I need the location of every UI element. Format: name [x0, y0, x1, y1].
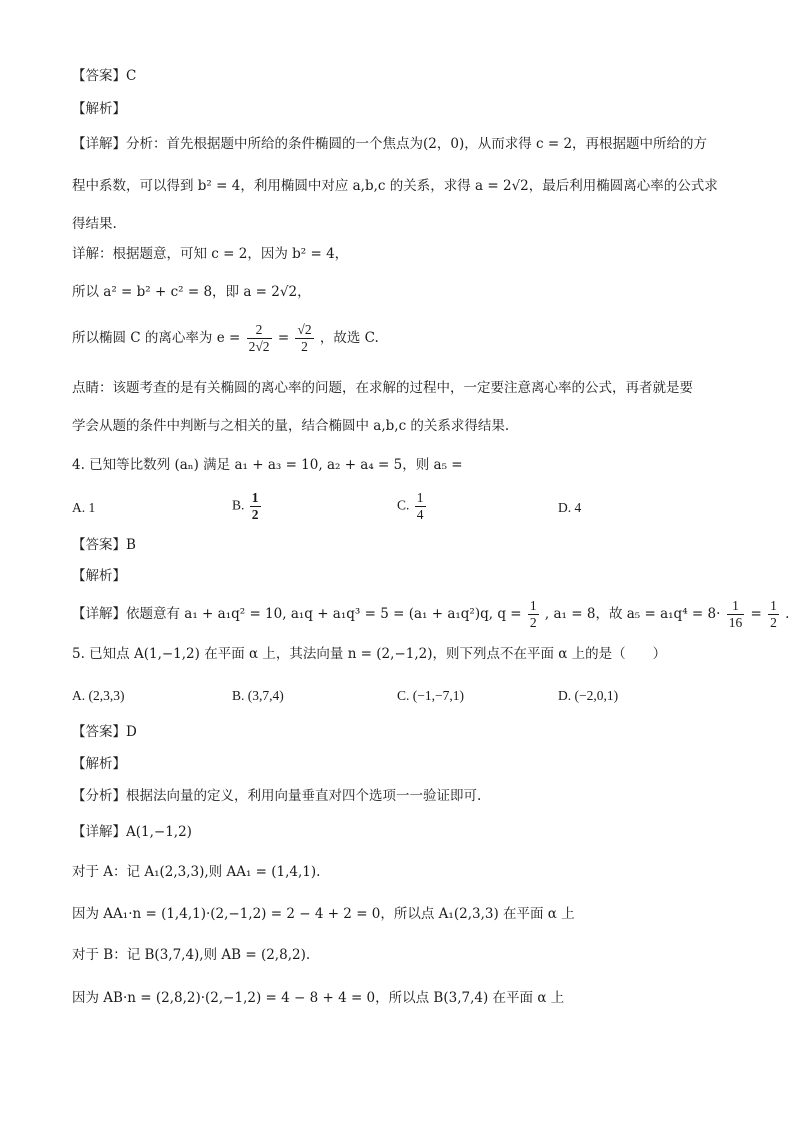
q5-analysis-line: 【分析】根据法向量的定义，利用向量垂直对四个选项一一验证即可.	[72, 788, 482, 804]
fraction-numerator: 1	[770, 598, 777, 613]
equals-sign: =	[277, 330, 290, 346]
q5-option-a: A. (2,3,3)	[72, 688, 125, 703]
choose-c-text: ，故选 C.	[319, 330, 379, 346]
fraction-2-over-2root2	[247, 322, 272, 355]
fraction-numerator: √2	[297, 322, 312, 337]
question-5-stem: 5. 已知点 A(1,−1,2) 在平面 α 上，其法向量 n = (2,−1,2)，则下列点不在平面 α 上的是（ ）	[72, 646, 667, 662]
q4-option-b-label: B.	[232, 497, 245, 513]
q4-detail-text-1: 【详解】依题意有 a₁ + a₁q² = 10, a₁q + a₁q³ = 5 = (a₁ + a₁q²)q, q =	[72, 606, 522, 622]
q4-detail-line	[72, 598, 789, 631]
fraction-denominator: 4	[416, 507, 424, 522]
fraction-denominator: 2	[529, 615, 537, 630]
q4-option-c-label: C.	[397, 497, 410, 513]
q5-detail-line-4: 对于 B：记 B(3,7,4),则 AB = (2,8,2).	[72, 947, 311, 963]
fraction-denominator: 2	[251, 507, 259, 522]
q5-option-c: C. (−1,−7,1)	[397, 688, 464, 703]
fraction-numerator: 1	[416, 490, 424, 505]
equals-sign: =	[750, 606, 762, 622]
fraction-denominator: 2	[301, 339, 308, 354]
analysis-heading-5: 【解析】	[72, 756, 126, 772]
fraction-1-over-16	[727, 598, 745, 631]
period: .	[785, 606, 790, 622]
fraction-root2-over-2	[295, 322, 313, 355]
q5-detail-line-1: 【详解】A(1,−1,2)	[72, 824, 192, 840]
q5-detail-line-3: 因为 AA₁·n = (1,4,1)·(2,−1,2) = 2 − 4 + 2 = 0，所以点 A₁(2,3,3) 在平面 α 上	[72, 906, 575, 922]
fraction-1-over-2-result	[768, 598, 779, 631]
q5-option-b: B. (3,7,4)	[232, 688, 284, 703]
q4-option-c	[397, 490, 428, 523]
q4-option-a: A. 1	[72, 500, 96, 515]
q5-detail-line-5: 因为 AB·n = (2,8,2)·(2,−1,2) = 4 − 8 + 4 = 0，所以点 B(3,7,4) 在平面 α 上	[72, 990, 565, 1006]
fraction-numerator: 1	[529, 598, 537, 613]
q4-option-c-fraction	[415, 490, 426, 523]
fraction-1-over-2	[528, 598, 539, 631]
fraction-denominator: 2	[770, 615, 777, 630]
q4-option-d: D. 4	[558, 500, 582, 515]
answer-4: 【答案】B	[72, 537, 136, 553]
fraction-denominator: 2√2	[248, 339, 270, 354]
analysis-heading-3: 【解析】	[72, 101, 126, 117]
detail-line-3: 得结果.	[72, 216, 117, 232]
q4-option-b-fraction	[250, 490, 261, 523]
fraction-numerator: 2	[247, 322, 272, 339]
fraction-numerator: 1	[251, 490, 259, 505]
detail-line-1: 【详解】分析：首先根据题中所给的条件椭圆的一个焦点为(2，0)，从而求得 c = 2，再根据题中所给的方	[72, 136, 708, 152]
detail-line-2: 程中系数，可以得到 b² = 4，利用椭圆中对应 a,b,c 的关系，求得 a = 2√2，最后利用椭圆离心率的公式求	[72, 178, 718, 194]
q5-detail-line-2: 对于 A：记 A₁(2,3,3),则 AA₁ = (1,4,1).	[72, 864, 321, 880]
answer-5: 【答案】D	[72, 724, 137, 740]
solution-line-2: 所以 a² = b² + c² = 8，即 a = 2√2，	[72, 284, 311, 300]
fraction-denominator: 16	[728, 615, 743, 630]
answer-3: 【答案】C	[72, 68, 137, 84]
q4-option-b	[232, 490, 263, 523]
q5-option-d: D. (−2,0,1)	[558, 688, 619, 703]
eccentricity-text: 所以椭圆 C 的离心率为 e =	[72, 330, 241, 346]
eccentricity-line	[72, 322, 379, 355]
fraction-numerator: 1	[727, 598, 745, 615]
q4-detail-text-2: , a₁ = 8，故 a₅ = a₁q⁴ = 8·	[544, 606, 721, 622]
comment-line-2: 学会从题的条件中判断与之相关的量，结合椭圆中 a,b,c 的关系求得结果.	[72, 418, 510, 434]
question-4-stem: 4. 已知等比数列 (aₙ) 满足 a₁ + a₃ = 10, a₂ + a₄ = 5，则 a₅ =	[72, 457, 463, 473]
solution-line-1: 详解：根据题意，可知 c = 2，因为 b² = 4，	[72, 246, 349, 262]
comment-line-1: 点睛：该题考查的是有关椭圆的离心率的问题，在求解的过程中，一定要注意离心率的公式，再者就是要	[72, 380, 693, 396]
analysis-heading-4: 【解析】	[72, 568, 126, 584]
